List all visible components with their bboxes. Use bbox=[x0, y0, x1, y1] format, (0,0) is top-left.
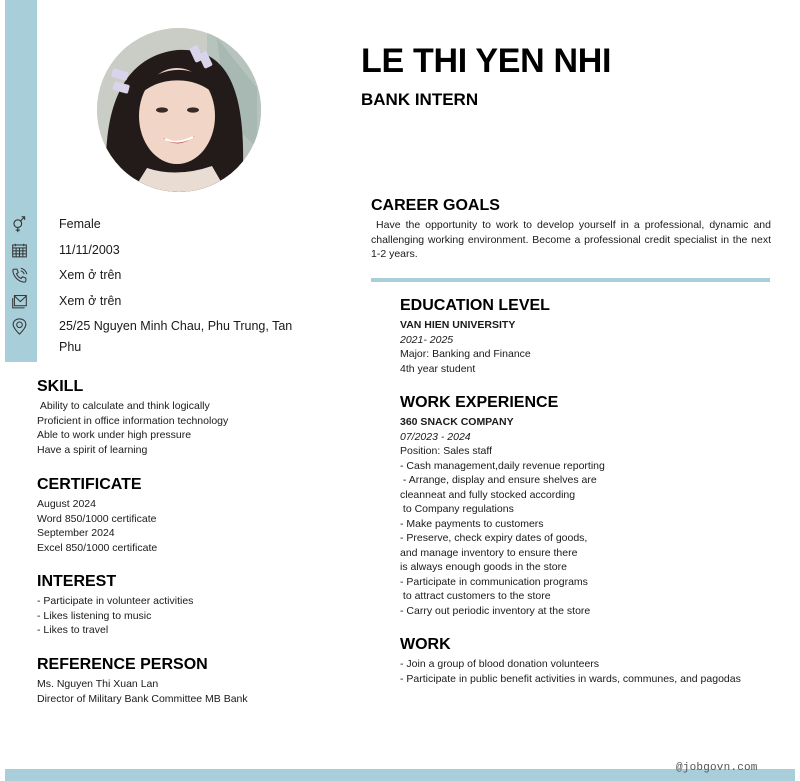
job-title: BANK INTERN bbox=[361, 90, 479, 109]
work-period: 07/2023 - 2024 bbox=[400, 431, 471, 443]
certificate-section bbox=[37, 476, 337, 555]
phone-value: Xem ở trên bbox=[59, 268, 122, 282]
section-divider bbox=[371, 278, 770, 282]
certificate-item: September 2024 bbox=[37, 527, 115, 539]
gender-value: Female bbox=[59, 217, 101, 231]
reference-title: REFERENCE PERSON bbox=[37, 656, 208, 673]
birthdate-value: 11/11/2003 bbox=[59, 242, 120, 257]
certificate-item: Word 850/1000 certificate bbox=[37, 512, 157, 525]
candidate-name: LE THI YEN NHI bbox=[361, 42, 612, 80]
work-detail: - Cash management,daily revenue reporting bbox=[400, 459, 605, 472]
interest-item: - Participate in volunteer activities bbox=[37, 595, 194, 607]
reference-name: Ms. Nguyen Thi Xuan Lan bbox=[37, 678, 159, 690]
work-detail: Position: Sales staff bbox=[400, 445, 493, 457]
work-detail: and manage inventory to ensure there bbox=[400, 546, 578, 559]
interest-item: - Likes to travel bbox=[37, 624, 109, 636]
skill-item: Have a spirit of learning bbox=[37, 443, 148, 456]
work-detail: to Company regulations bbox=[400, 503, 514, 515]
contact-info bbox=[0, 214, 320, 358]
contact-birthdate bbox=[0, 240, 320, 266]
work-experience-title: WORK EXPERIENCE bbox=[400, 394, 559, 411]
gender-icon bbox=[11, 216, 28, 233]
education-period: 2021- 2025 bbox=[400, 334, 454, 346]
profile-photo-illustration bbox=[97, 28, 261, 192]
mail-icon bbox=[11, 293, 28, 310]
school-name: VAN HIEN UNIVERSITY bbox=[400, 319, 516, 331]
contact-phone bbox=[0, 265, 320, 291]
interest-item: - Likes listening to music bbox=[37, 609, 152, 622]
work-item: - Participate in public benefit activities in wards, communes, and pagodas bbox=[400, 672, 741, 685]
work-title: WORK bbox=[400, 636, 451, 653]
skill-item: Ability to calculate and think logically bbox=[37, 400, 210, 412]
work-detail: cleanneat and fully stocked according bbox=[400, 488, 576, 501]
work-detail: - Preserve, check expiry dates of goods, bbox=[400, 532, 588, 544]
contact-email bbox=[0, 291, 320, 317]
education-detail: 4th year student bbox=[400, 362, 476, 375]
skill-item: Proficient in office information technology bbox=[37, 414, 229, 427]
certificate-title: CERTIFICATE bbox=[37, 476, 142, 493]
calendar-icon bbox=[11, 242, 28, 259]
work-detail: is always enough goods in the store bbox=[400, 561, 567, 573]
email-value: Xem ở trên bbox=[59, 293, 122, 308]
education-title: EDUCATION LEVEL bbox=[400, 297, 550, 314]
location-icon bbox=[11, 318, 28, 335]
work-section bbox=[400, 636, 763, 686]
career-goals-text: Have the opportunity to work to develop yourself in a professional, dynamic and challenging working environment. Become a professional credit specialist in the next 1-2 years. bbox=[371, 219, 774, 260]
certificate-item: August 2024 bbox=[37, 498, 96, 510]
contact-address bbox=[0, 316, 320, 358]
work-detail: to attract customers to the store bbox=[400, 590, 551, 602]
work-detail: - Carry out periodic inventory at the store bbox=[400, 604, 591, 617]
company-name: 360 SNACK COMPANY bbox=[400, 416, 514, 428]
work-detail: - Participate in communication programs bbox=[400, 575, 588, 588]
reference-section bbox=[37, 656, 337, 706]
address-value: 25/25 Nguyen Minh Chau, Phu Trung, Tan Phu bbox=[59, 319, 293, 354]
work-experience-section bbox=[400, 394, 763, 618]
education-section bbox=[400, 297, 763, 376]
watermark: @jobgovn.com bbox=[676, 762, 758, 774]
work-detail: - Make payments to customers bbox=[400, 517, 544, 530]
education-detail: Major: Banking and Finance bbox=[400, 348, 531, 360]
skill-item: Able to work under high pressure bbox=[37, 429, 192, 441]
career-goals-section bbox=[371, 197, 774, 262]
work-item: - Join a group of blood donation volunteers bbox=[400, 658, 600, 670]
skill-section bbox=[37, 378, 337, 457]
profile-photo bbox=[97, 28, 261, 192]
interest-title: INTEREST bbox=[37, 573, 117, 590]
interest-section bbox=[37, 573, 337, 638]
contact-gender bbox=[0, 214, 320, 240]
career-goals-title: CAREER GOALS bbox=[371, 197, 500, 214]
certificate-item: Excel 850/1000 certificate bbox=[37, 541, 158, 554]
reference-position: Director of Military Bank Committee MB Bank bbox=[37, 692, 248, 705]
skill-title: SKILL bbox=[37, 378, 84, 395]
phone-icon bbox=[11, 267, 28, 284]
work-detail: - Arrange, display and ensure shelves are bbox=[400, 474, 597, 486]
